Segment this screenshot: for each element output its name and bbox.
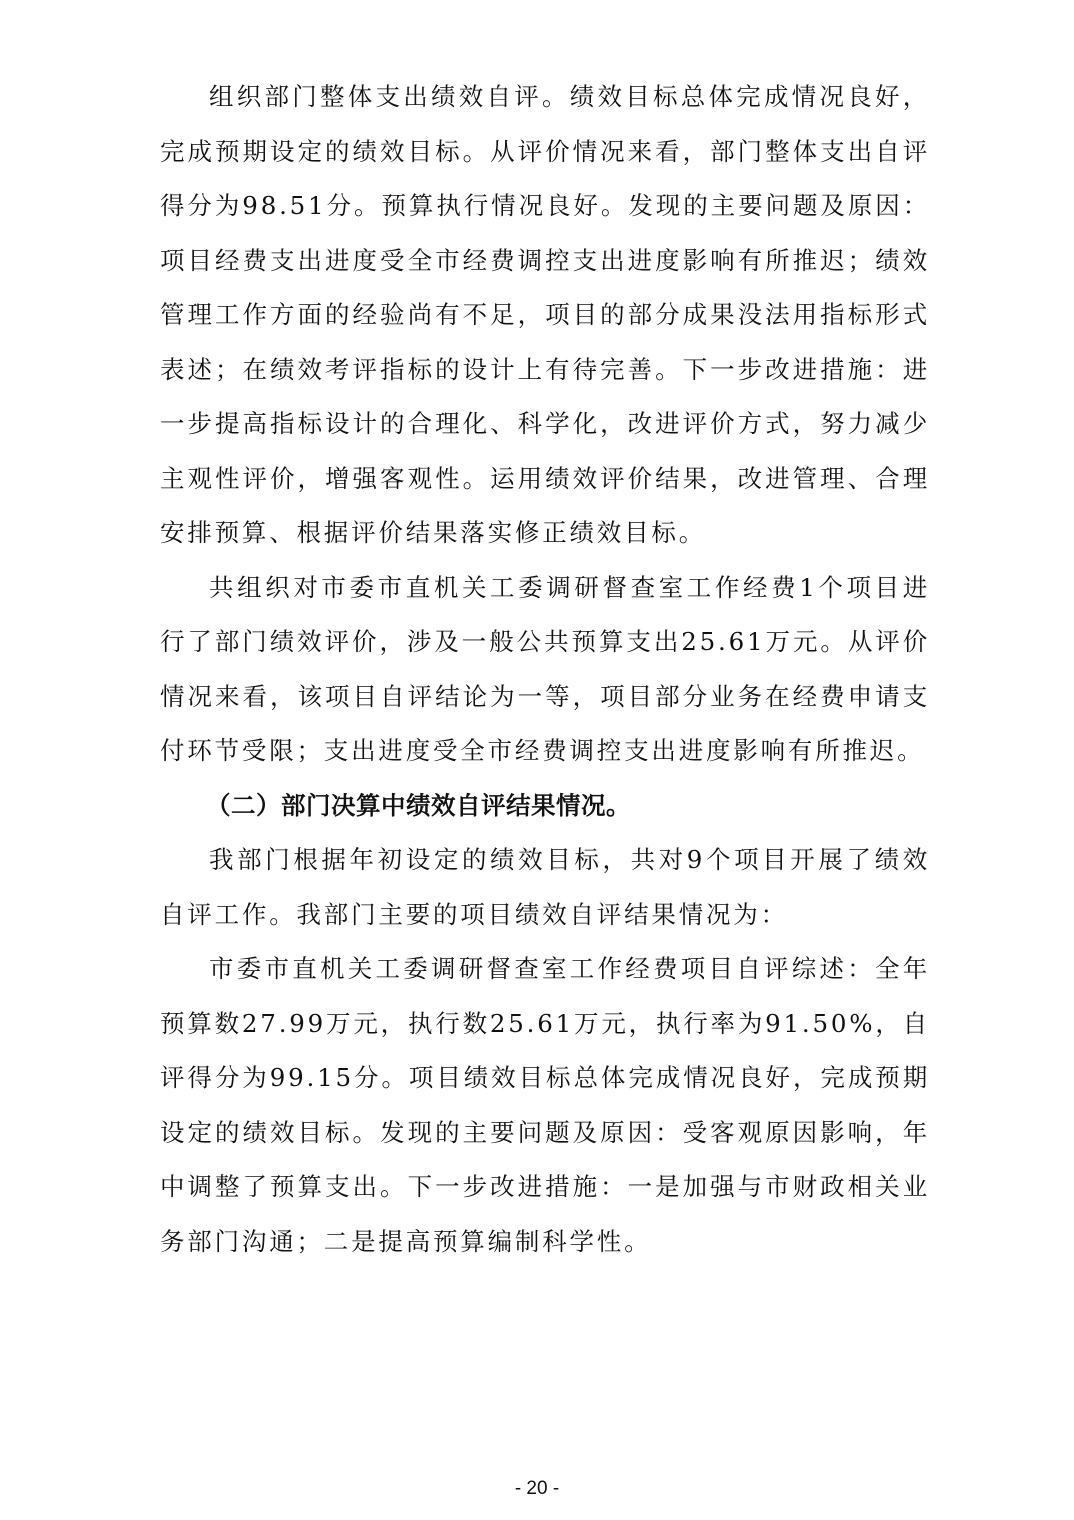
paragraph-self-evaluation-intro: 我部门根据年初设定的绩效目标，共对9个项目开展了绩效自评工作。我部门主要的项目绩效自评结果情况为： bbox=[160, 845, 930, 929]
section-heading: （二）部门决算中绩效自评结果情况。 bbox=[206, 790, 631, 820]
document-body bbox=[160, 70, 930, 1269]
paragraph-department-self-evaluation: 组织部门整体支出绩效自评。绩效目标总体完成情况良好，完成预期设定的绩效目标。从评价情况来看，部门整体支出自评得分为98.51分。预算执行情况良好。发现的主要问题及原因：项目经费支出进度受全市经费调控支出进度影响有所推迟；绩效管理工作方面的经验尚有不足，项目的部分成果没法用指标形式表述；在绩效考评指标的设计上有待完善。下一步改进措施：进一步提高指标设计的合理化、科学化，改进评价方式，努力减少主观性评价，增强客观性。运用绩效评价结果，改进管理、合理安排预算、根据评价结果落实修正绩效目标。 bbox=[160, 82, 930, 547]
page-number: - 20 - bbox=[514, 1478, 560, 1499]
paragraph-project-evaluation: 共组织对市委市直机关工委调研督查室工作经费1个项目进行了部门绩效评价，涉及一般公共预算支出25.61万元。从评价情况来看，该项目自评结论为一等，项目部分业务在经费申请支付环节受限；支出进度受全市经费调控支出进度影响有所推迟。 bbox=[160, 572, 930, 765]
paragraph-project-summary: 市委市直机关工委调研督查室工作经费项目自评综述：全年预算数27.99万元，执行数25.61万元，执行率为91.50%，自评得分为99.15分。项目绩效目标总体完成情况良好，完成预期设定的绩效目标。发现的主要问题及原因：受客观原因影响，年中调整了预算支出。下一步改进措施：一是加强与市财政相关业务部门沟通；二是提高预算编制科学性。 bbox=[160, 954, 930, 1256]
